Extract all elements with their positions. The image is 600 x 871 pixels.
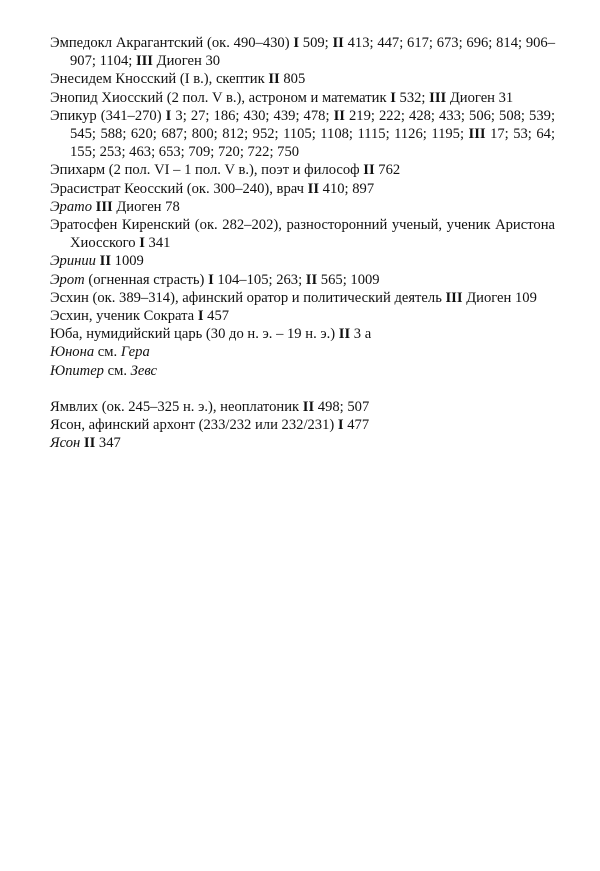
entry-text: 565; 1009: [317, 271, 380, 288]
volume-numeral: III: [429, 89, 447, 106]
entry-text: Энопид Хиосский (2 пол. V в.), астроном и математик: [50, 89, 391, 106]
mythic-name: Зевс: [130, 362, 157, 379]
entry-text: 3 а: [350, 326, 372, 343]
index-entry: [50, 107, 555, 162]
volume-numeral: II: [363, 162, 375, 179]
index-entry: [50, 362, 555, 380]
index-entry: [50, 252, 555, 270]
index-entry: [50, 180, 555, 198]
entry-text: 762: [374, 162, 401, 179]
entry-text: Эсхин, ученик Сократа: [50, 308, 198, 325]
entry-text: см.: [94, 344, 121, 361]
entry-text: 1009: [111, 253, 144, 270]
entry-text: 457: [203, 308, 230, 325]
entry-text: Эратосфен Киренский (ок. 282–202), разносторонний ученый, ученик Аристона Хиосского: [50, 217, 555, 252]
mythic-name: Юпитер: [50, 362, 104, 379]
entry-text: см.: [103, 362, 131, 379]
index-entry: [50, 34, 555, 70]
entry-text: 509;: [299, 35, 333, 51]
entry-text: 805: [279, 71, 306, 88]
entry-text: 410; 897: [319, 180, 375, 197]
index-entry: [50, 343, 555, 361]
volume-numeral: II: [332, 35, 344, 51]
entry-text: Эпикур (341–270): [50, 107, 166, 124]
index-entry: [50, 416, 555, 434]
volume-numeral: III: [135, 53, 153, 70]
entry-text: 341: [144, 235, 171, 252]
entry-text: Диоген 30: [153, 53, 221, 70]
entry-text: Ясон, афинский архонт (233/232 или 232/231): [50, 417, 338, 434]
volume-numeral: III: [468, 126, 486, 143]
volume-numeral: I: [390, 89, 396, 106]
mythic-name: Гера: [120, 344, 150, 361]
entry-text: Диоген 109: [462, 289, 537, 306]
volume-numeral: II: [83, 435, 96, 452]
index-entry: [50, 70, 555, 88]
entry-text: 532;: [395, 89, 430, 106]
entry-text: 347: [95, 435, 121, 452]
index-entry: [50, 216, 555, 252]
mythic-name: Эрато: [50, 198, 92, 215]
index-entry: [50, 161, 555, 179]
entry-text: 498; 507: [314, 398, 370, 415]
entry-text: Эпихарм (2 пол. VI – 1 пол. V в.), поэт и философ: [50, 162, 364, 179]
name-index: [50, 34, 555, 452]
entry-text: Эрасистрат Кеосский (ок. 300–240), врач: [50, 180, 308, 197]
index-entry: [50, 198, 555, 216]
entry-text: 104–105; 263;: [213, 271, 306, 288]
mythic-name: Эрот: [50, 271, 85, 288]
entry-text: 477: [343, 417, 370, 434]
volume-numeral: I: [208, 271, 214, 288]
volume-numeral: II: [305, 271, 318, 288]
entry-text: 17; 53; 64; 155; 253; 463; 653; 709; 720; 722; 750: [70, 126, 556, 161]
entry-text: Ямвлих (ок. 245–325 н. э.), неоплатоник: [50, 398, 303, 415]
volume-numeral: II: [268, 71, 280, 88]
entry-text: 413; 447; 617; 673; 696; 814; 906–907; 1104;: [70, 35, 556, 70]
volume-numeral: II: [307, 180, 319, 197]
entry-text: Диоген 31: [446, 89, 514, 106]
entry-text: 219; 222; 428; 433; 506; 508; 539; 545; 588; 620; 687; 800; 812; 952; 1105; 1108; 1115; 1126; 1195;: [70, 107, 555, 143]
volume-numeral: II: [99, 253, 111, 270]
volume-numeral: I: [293, 35, 300, 51]
volume-numeral: III: [95, 198, 113, 215]
mythic-name: Эринии: [50, 253, 96, 270]
volume-numeral: II: [338, 326, 351, 343]
entry-text: Диоген 78: [112, 198, 180, 215]
index-entry: [50, 398, 555, 416]
volume-numeral: I: [337, 417, 344, 434]
volume-numeral: II: [302, 398, 315, 415]
entry-text: 3; 27; 186; 430; 439; 478;: [171, 107, 334, 124]
volume-numeral: I: [197, 308, 204, 325]
index-entry: [50, 325, 555, 343]
entry-text: Эмпедокл Акрагантский (ок. 490–430): [50, 35, 294, 51]
volume-numeral: I: [139, 235, 145, 252]
entry-text: Юба, нумидийский царь (30 до н. э. – 19 н. э.): [50, 326, 339, 343]
volume-numeral: I: [165, 107, 172, 124]
entry-text: Энесидем Кносский (I в.), скептик: [50, 71, 269, 88]
entry-text: (огненная страсть): [84, 271, 209, 288]
volume-numeral: II: [333, 107, 345, 124]
mythic-name: Ясон: [50, 435, 81, 452]
index-entry: [50, 307, 555, 325]
mythic-name: Юнона: [50, 344, 95, 361]
volume-numeral: III: [445, 289, 463, 306]
entry-text: Эсхин (ок. 389–314), афинский оратор и политический деятель: [50, 289, 446, 306]
index-entry: [50, 271, 555, 289]
index-entry: [50, 434, 555, 452]
index-entry: [50, 289, 555, 307]
index-entry: [50, 89, 555, 107]
